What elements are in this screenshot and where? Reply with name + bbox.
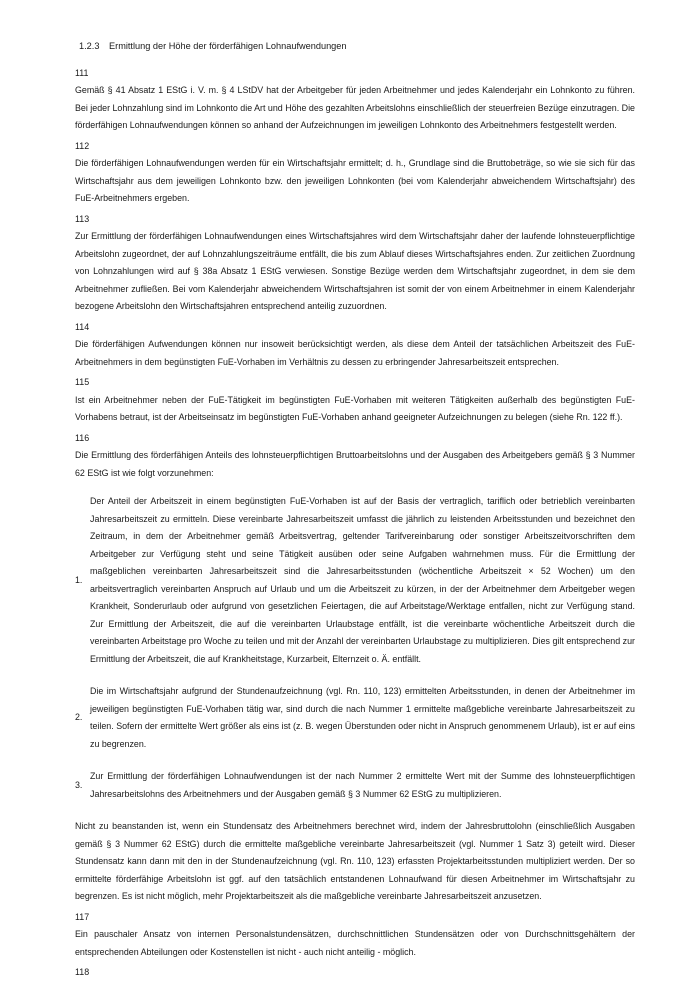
paragraph-117: [75, 909, 635, 962]
paragraph-text: Ist ein Arbeitnehmer neben der FuE-Tätigkeit im begünstigten FuE-Vorhaben mit weiteren Tätigkeiten außerhalb des begünstigten FuE-Vorhabens betraut, ist der Arbeitseinsatz im begünstigten FuE-Vorhaben anhand geeigneter Aufzeichnungen zu belegen (siehe Rn. 122 ff.).: [75, 394, 635, 422]
paragraph-continuation: [75, 818, 635, 906]
paragraph-text: Nicht zu beanstanden ist, wenn ein Stundensatz des Arbeitnehmers berechnet wird, indem der Jahresbruttolohn (einschließlich Ausgaben gemäß § 3 Nummer 62 EStG) durch die ermittelte maßgebliche vereinbarte Jahresarbeitszeit (vgl. Nummer 1 Satz 3) geteilt wird. Dieser Stundensatz kann dann mit den in der Stundenaufzeichnung (vgl. Rn. 110, 123) erfassten Projektarbeitsstunden multipliziert werden. Der so ermittelte förderfähige Arbeitslohn ist ggf. auf den tatsächlich entstandenen Lohnaufwand für diesen Arbeitnehmer im Wirtschaftsjahr zu begrenzen. Es ist nicht möglich, mehr Projektarbeitszeit als die maßgebliche vereinbarte Jahresarbeitszeit anzusetzen.: [75, 821, 635, 901]
document-page: [75, 38, 635, 985]
list-marker: 1.: [75, 574, 83, 585]
paragraph-111: [75, 65, 635, 135]
list-item: [75, 493, 635, 668]
margin-number: 118: [75, 967, 90, 977]
margin-number: 117: [75, 911, 90, 922]
list-marker: 3.: [75, 779, 83, 790]
paragraph-115: [75, 374, 635, 427]
paragraph-text: Die förderfähigen Lohnaufwendungen werden für ein Wirtschaftsjahr ermittelt; d. h., Grundlage sind die Bruttobeträge, so wie sie sich für das Wirtschaftsjahr aus dem jeweiligen Lohnkonto bzw. den jeweiligen Lohnkonten (bei vom Kalenderjahr abweichendem Wirtschaftsjahr) des FuE-Arbeitnehmers ergeben.: [75, 158, 635, 203]
paragraph-118: [75, 964, 635, 982]
paragraph-text: Gemäß § 41 Absatz 1 EStG i. V. m. § 4 LStDV hat der Arbeitgeber für jeden Arbeitnehmer und jedes Kalenderjahr ein Lohnkonto zu führen. Bei jeder Lohnzahlung sind im Lohnkonto die Art und Höhe des gezahlten Arbeitslohns einschließlich der steuerfreien Bezüge einzutragen. Die förderfähigen Lohnaufwendungen können so anhand der Aufzeichnungen im jeweiligen Lohnkonto des Arbeitnehmers festgestellt werden.: [75, 85, 635, 130]
paragraph-text: Zur Ermittlung der förderfähigen Lohnaufwendungen eines Wirtschaftsjahres wird dem Wirtschaftsjahr daher der laufende lohnsteuerpflichtige Arbeitslohn zugeordnet, der auf Lohnzahlungszeiträume entfällt, die bis zum Ablauf dieses Wirtschaftsjahres enden. Zur zeitlichen Zuordnung von Lohnzahlungen wird auf § 38a Absatz 1 EStG verwiesen. Sonstige Bezüge werden dem Wirtschaftsjahr zugeordnet, in dem sie dem Arbeitnehmer zufließen. Bei vom Kalenderjahr abweichendem Wirtschaftsjahren ist somit der von einem Arbeitnehmer in einem Kalenderjahr bezogene Arbeitslohn den Wirtschaftsjahren entsprechend anteilig zuzuordnen.: [75, 231, 635, 311]
margin-number: 113: [75, 213, 90, 224]
paragraph-113: [75, 211, 635, 316]
section-title: Ermittlung der Höhe der förderfähigen Lohnaufwendungen: [109, 41, 347, 51]
margin-number: 114: [75, 321, 90, 332]
list-item-text: Die im Wirtschaftsjahr aufgrund der Stundenaufzeichnung (vgl. Rn. 110, 123) ermittelten Arbeitsstunden, in denen der Arbeitnehmer im jeweiligen begünstigten FuE-Vorhaben tätig war, sind durch die nach Nummer 1 ermittelte maßgebliche vereinbarte Jahresarbeitszeit zu teilen. Sofern der ermittelte Wert größer als eins ist (z. B. wegen Überstunden oder nicht in Anspruch genommenem Urlaub), ist er auf eins zu begrenzen.: [90, 686, 635, 749]
list-item: [75, 683, 635, 753]
margin-number: 115: [75, 377, 90, 387]
section-number: 1.2.3: [79, 41, 100, 51]
paragraph-116: [75, 430, 635, 483]
list-item-text: Zur Ermittlung der förderfähigen Lohnaufwendungen ist der nach Nummer 2 ermittelte Wert mit der Summe des lohnsteuerpflichtigen Jahresarbeitslohns des Arbeitnehmers und der Ausgaben gemäß § 3 Nummer 62 EStG zu multiplizieren.: [90, 771, 635, 799]
margin-number: 112: [75, 140, 90, 151]
paragraph-114: [75, 319, 635, 372]
paragraph-text: Ein pauschaler Ansatz von internen Personalstundensätzen, durchschnittlichen Stundensätzen oder von Durchschnittsgehältern der entsprechenden Abteilungen oder Kostenstellen ist nicht - auch nicht anteilig - möglich.: [75, 929, 635, 957]
numbered-list: [75, 493, 635, 803]
margin-number: 111: [75, 67, 89, 78]
list-item: [75, 768, 635, 803]
margin-number: 116: [75, 432, 90, 443]
paragraph-text: Die förderfähigen Aufwendungen können nur insoweit berücksichtigt werden, als diese dem Anteil der tatsächlichen Arbeitszeit des FuE-Arbeitnehmers in dem begünstigten FuE-Vorhaben im Verhältnis zu dessen zu erbringender Jahresarbeitszeit entsprechen.: [75, 339, 635, 367]
paragraph-text: Die Ermittlung des förderfähigen Anteils des lohnsteuerpflichtigen Bruttoarbeitslohns und der Ausgaben des Arbeitgebers gemäß § 3 Nummer 62 EStG ist wie folgt vorzunehmen:: [75, 450, 635, 478]
list-marker: 2.: [75, 712, 83, 723]
section-heading: [79, 38, 635, 56]
list-item-text: Der Anteil der Arbeitszeit in einem begünstigten FuE-Vorhaben ist auf der Basis der vertraglich, tariflich oder betrieblich vereinbarten Jahresarbeitszeit zu ermitteln. Diese vereinbarte Jahresarbeitszeit umfasst die jährlich zu leistenden Arbeitsstunden und bezeichnet den Zeitraum, in dem der Arbeitnehmer gemäß Arbeitsvertrag, geltender Tarifvereinbarung oder sonstiger Arbeitszeitvorschriften dem Arbeitgeber zur Verfügung steht und seine Tätigkeit ausüben oder seine Aufgaben wahrnehmen muss. Für die Ermittlung der maßgeblichen vereinbarten Jahresarbeitszeit sind die Jahresarbeitsstunden (wöchentliche Arbeitszeit × 52 Wochen) um den arbeitsvertraglich vereinbarten Anspruch auf Urlaub und um die Arbeitszeit zu kürzen, in der der Arbeitnehmer dem Arbeitgeber wegen Krankheit, Sonderurlaub oder aufgrund von gesetzlichen Feiertagen, die auf Arbeitstage/Werktage entfallen, nicht zur Verfügung stand. Zur Ermittlung der Arbeitszeit, die auf die vereinbarten Urlaubstage entfällt, ist die vereinbarte wöchentliche Arbeitszeit durch die vereinbarten Arbeitstage pro Woche zu teilen und mit der Anzahl der vereinbarten Urlaubstage zu multiplizieren. Dies gilt entsprechend zur Ermittlung der Arbeitszeit, die auf Krankheitstage, Kurzarbeit, Elternzeit o. Ä. entfällt.: [90, 496, 635, 664]
paragraph-112: [75, 138, 635, 208]
